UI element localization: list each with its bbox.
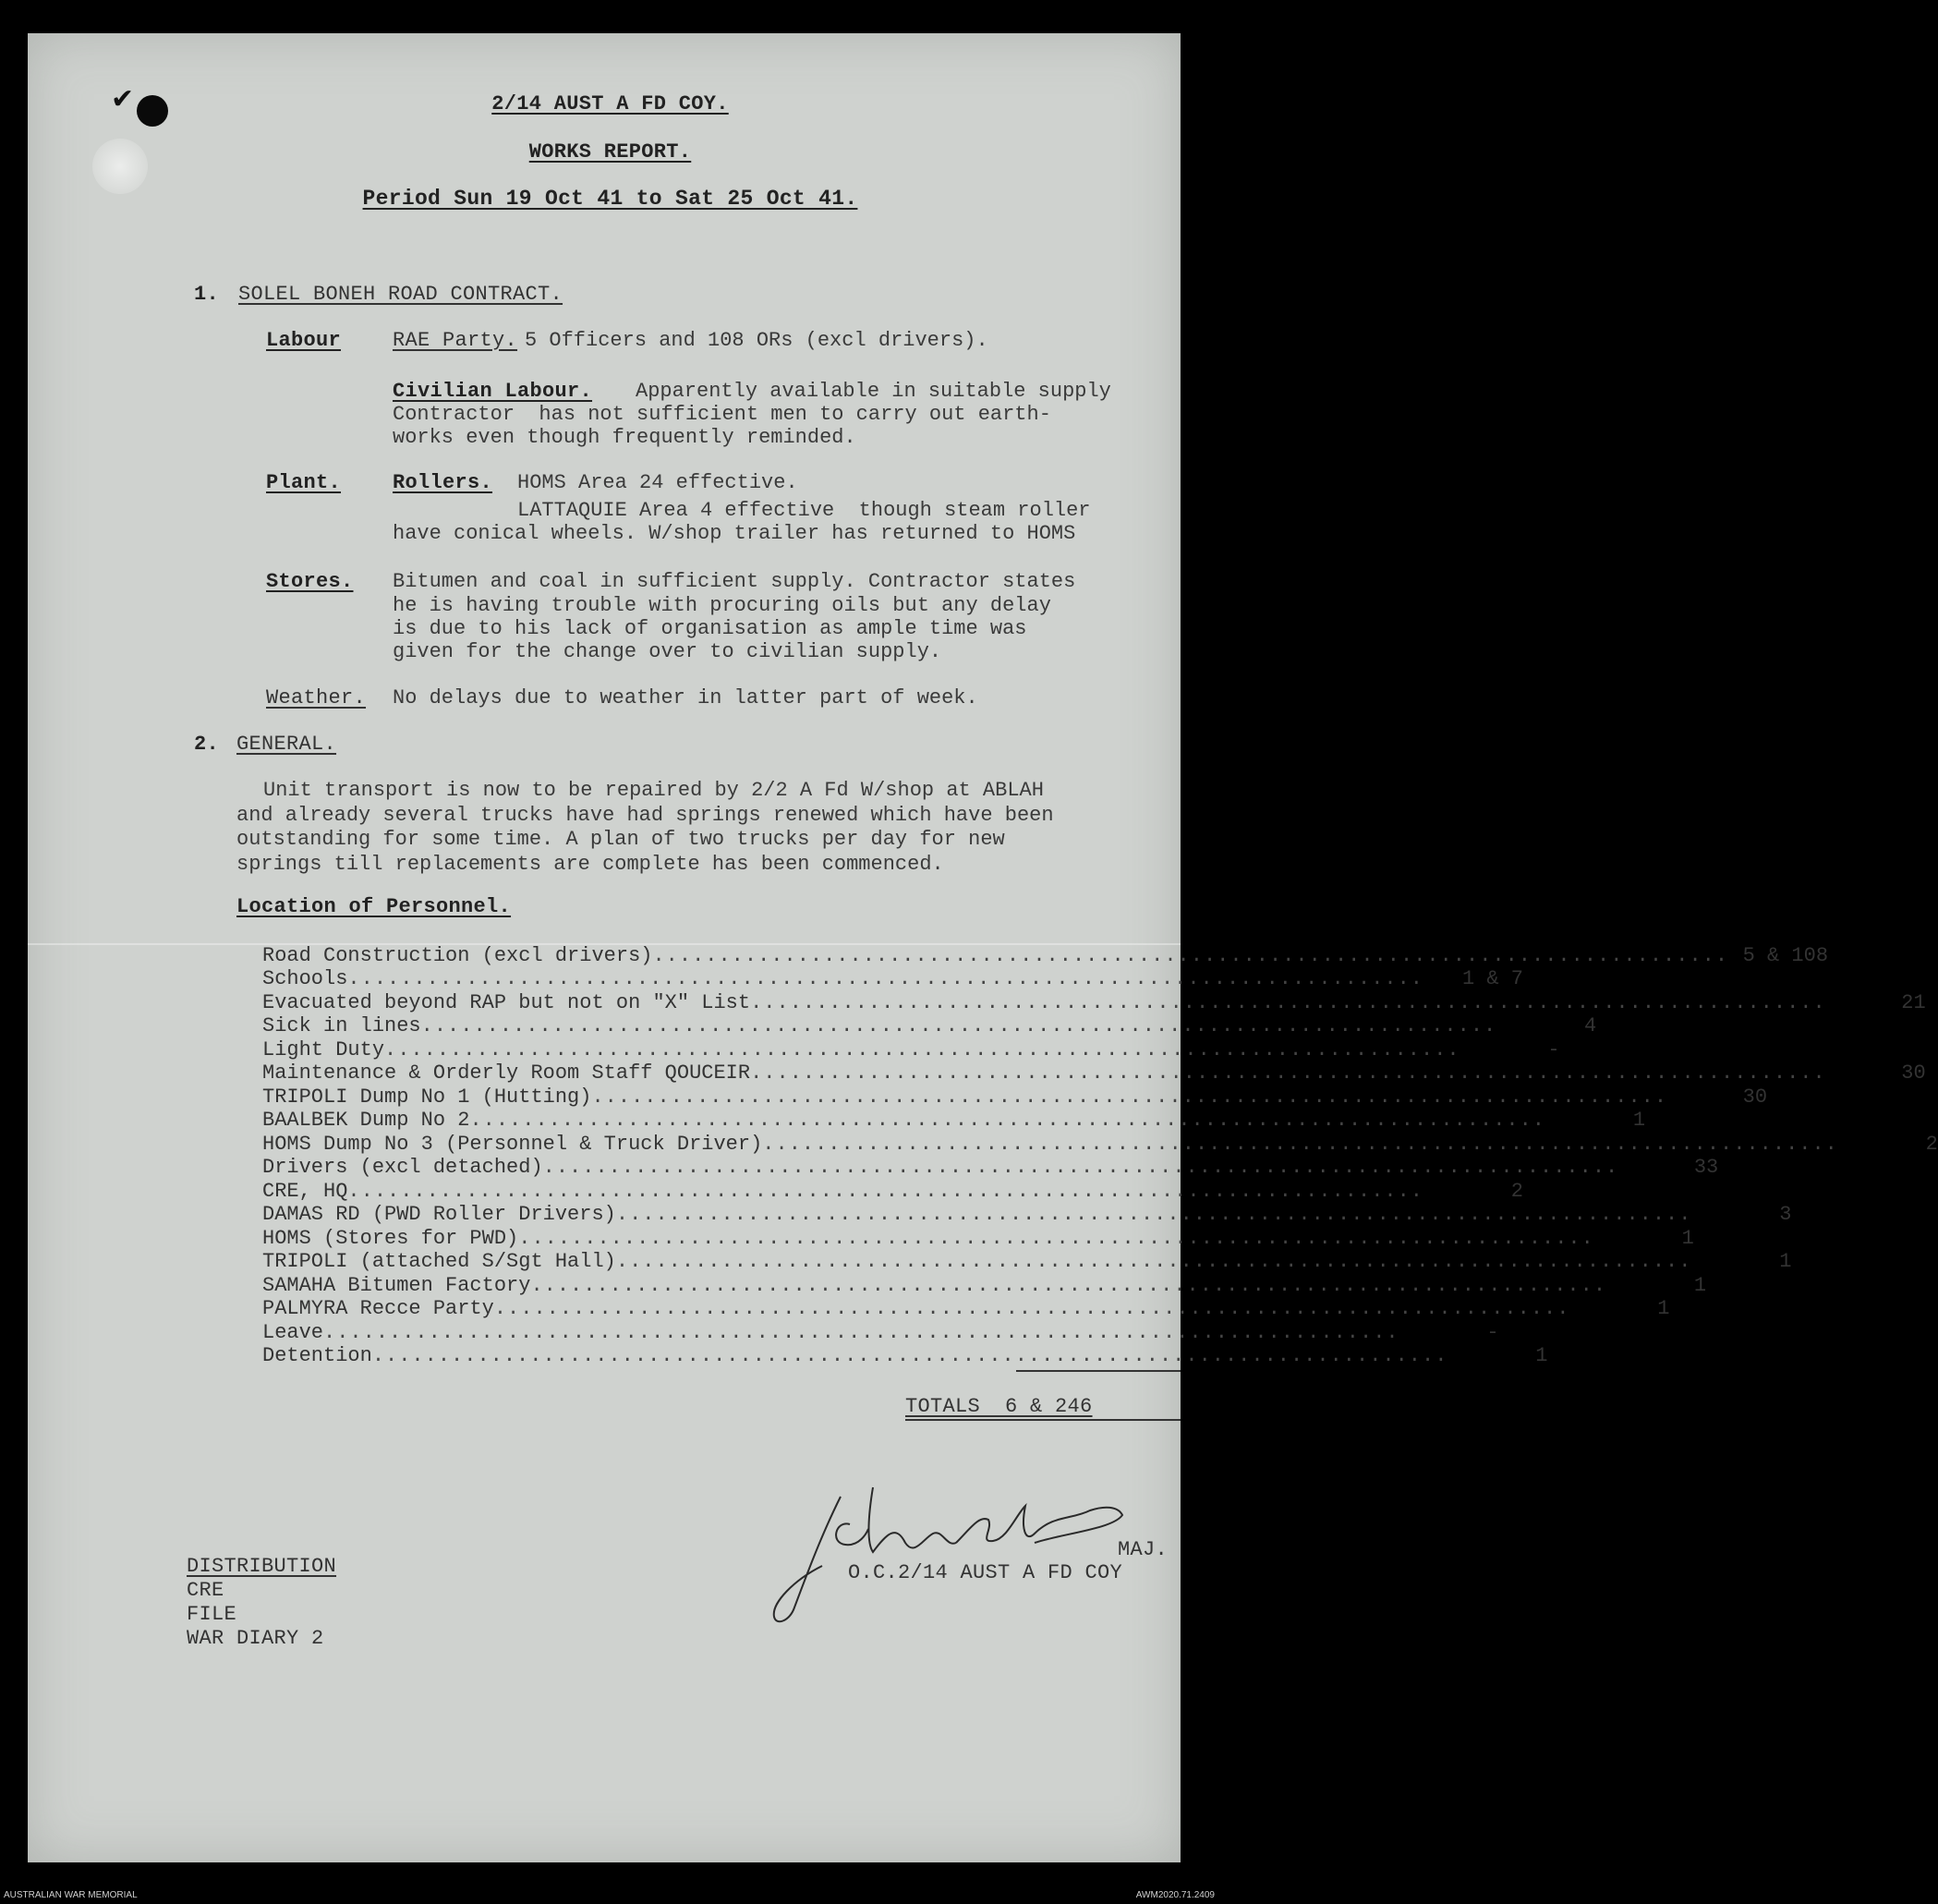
list-item: Schools .................................................................................. 1 & 7 [262,967,1523,990]
list-item: Drivers (excl detached) .................................................................................. 33 [262,1156,1719,1179]
distribution-item-war-diary: WAR DIARY 2 [187,1627,324,1650]
plant-text-2: LATTAQUIE Area 4 effective though steam roller [517,499,1091,522]
distribution-title: DISTRIBUTION [187,1555,337,1578]
unit-heading: 2/14 AUST A FD COY. [491,92,729,115]
civilian-labour-text-1: Apparently available in suitable supply [636,380,1111,403]
weather-text: No delays due to weather in latter part of week. [393,686,978,709]
section1-title: SOLEL BONEH ROAD CONTRACT. [238,283,563,306]
list-item: Detention .................................................................................. 1 [262,1344,1548,1367]
list-item: Evacuated beyond RAP but not on "X" List .................................................................................. 21 [262,991,1926,1014]
weather-label: Weather. [266,686,367,709]
stores-label: Stores. [266,570,354,593]
stores-text-2: he is having trouble with procuring oils but any delay [393,594,1051,617]
general-text-4: springs till replacements are complete has been commenced. [236,853,944,876]
list-item: HOMS Dump No 3 (Personnel & Truck Driver) .................................................................................. 2 [262,1133,1938,1156]
stores-text-4: given for the change over to civilian supply. [393,640,942,663]
list-item: TRIPOLI Dump No 1 (Hutting) .................................................................................. 30 [262,1085,1768,1109]
plant-text-3: have conical wheels. W/shop trailer has returned to HOMS [393,522,1076,545]
totals-line: TOTALS 6 & 246 [905,1395,1093,1418]
location-of-personnel-title: Location of Personnel. [236,895,512,918]
civilian-labour-label: Civilian Labour. [393,380,593,403]
archive-credit: AUSTRALIAN WAR MEMORIAL [4,1890,138,1900]
totals-rule-bottom [905,1419,1181,1421]
stores-text-3: is due to his lack of organisation as ample time was [393,617,1027,640]
plant-text-1: HOMS Area 24 effective. [517,471,798,494]
rollers-label: Rollers. [393,471,493,494]
section2-number: 2. [194,733,220,756]
report-title: WORKS REPORT. [528,140,692,164]
general-text-3: outstanding for some time. A plan of two trucks per day for new [236,828,1005,851]
list-item: PALMYRA Recce Party .................................................................................. 1 [262,1297,1670,1320]
labour-label: Labour [266,329,342,352]
civilian-labour-text-3: works even though frequently reminded. [393,426,856,449]
signatory-title: O.C.2/14 AUST A FD COY [848,1561,1123,1584]
list-item: CRE, HQ .................................................................................. 2 [262,1180,1523,1203]
list-item: DAMAS RD (PWD Roller Drivers) .................................................................................. 3 [262,1203,1792,1226]
list-item: BAALBEK Dump No 2 .................................................................................. 1 [262,1109,1646,1132]
totals-rule-top [1016,1370,1181,1372]
stores-text-1: Bitumen and coal in sufficient supply. Contractor states [393,570,1076,593]
list-item: Road Construction (excl drivers) .................................................................................. 5 & 108 [262,944,1829,967]
general-text-1: Unit transport is now to be repaired by 2/2 A Fd W/shop at ABLAH [263,779,1044,802]
list-item: Maintenance & Orderly Room Staff QOUCEIR .................................................................................. 30 [262,1061,1926,1085]
civilian-labour-text-2: Contractor has not sufficient men to carry out earth- [393,403,1051,426]
list-item: Sick in lines .................................................................................. 4 [262,1014,1597,1037]
list-item: Light Duty .................................................................................. - [262,1038,1560,1061]
distribution-item-cre: CRE [187,1579,224,1602]
section1-number: 1. [194,283,220,306]
distribution-item-file: FILE [187,1603,237,1626]
list-item: Leave .................................................................................. - [262,1321,1499,1344]
archive-reference: AWM2020.71.2409 [1135,1890,1215,1900]
section2-title: GENERAL. [236,733,337,756]
report-period: Period Sun 19 Oct 41 to Sat 25 Oct 41. [362,187,858,211]
plant-label: Plant. [266,471,342,494]
rae-party-text: 5 Officers and 108 ORs (excl drivers). [525,329,988,352]
general-text-2: and already several trucks have had springs renewed which have been [236,804,1054,827]
signatory-rank: MAJ. [1118,1538,1169,1561]
list-item: HOMS (Stores for PWD) .................................................................................. 1 [262,1227,1694,1250]
rae-party-label: RAE Party. [393,329,518,352]
tick-mark: ✔ [111,83,135,115]
handwritten-signature [757,1478,1145,1635]
list-item: TRIPOLI (attached S/Sgt Hall) .................................................................................. 1 [262,1250,1792,1273]
list-item: SAMAHA Bitumen Factory .................................................................................. 1 [262,1274,1707,1297]
